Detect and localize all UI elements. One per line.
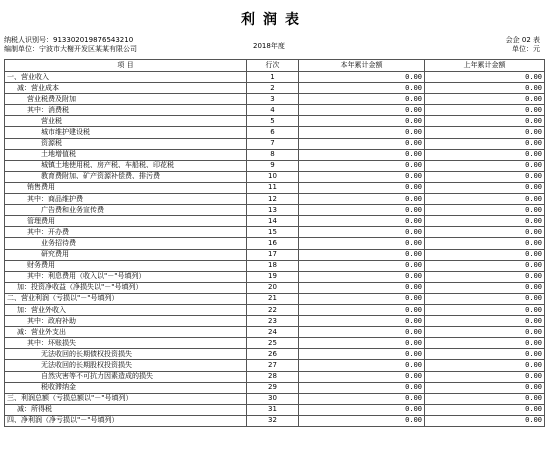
row-current-amount: 0.00 (299, 316, 425, 327)
table-row (5, 404, 545, 415)
table-row (5, 127, 545, 138)
table-row (5, 227, 545, 238)
row-current-amount: 0.00 (299, 227, 425, 238)
row-current-amount: 0.00 (299, 72, 425, 83)
row-line-no: 22 (247, 304, 299, 315)
row-prior-amount: 0.00 (425, 393, 545, 404)
header-item: 项 目 (5, 60, 247, 72)
row-current-amount: 0.00 (299, 160, 425, 171)
row-current-amount: 0.00 (299, 338, 425, 349)
row-prior-amount: 0.00 (425, 72, 545, 83)
report-title: 利润表 (241, 12, 307, 28)
row-current-amount: 0.00 (299, 282, 425, 293)
row-current-amount: 0.00 (299, 116, 425, 127)
row-current-amount: 0.00 (299, 360, 425, 371)
row-current-amount: 0.00 (299, 182, 425, 193)
table-row (5, 116, 545, 127)
row-line-no: 1 (247, 72, 299, 83)
table-row (5, 205, 545, 216)
row-prior-amount: 0.00 (425, 149, 545, 160)
table-row (5, 293, 545, 304)
table-row (5, 171, 545, 182)
table-row (5, 249, 545, 260)
taxpayer-id: 纳税人识别号：913302019876543210 (4, 36, 134, 44)
table-row (5, 371, 545, 382)
row-label: 其中：开办费 (5, 227, 247, 238)
row-prior-amount: 0.00 (425, 238, 545, 249)
row-line-no: 6 (247, 127, 299, 138)
row-label: 其中：消费税 (5, 105, 247, 116)
row-line-no: 19 (247, 271, 299, 282)
row-prior-amount: 0.00 (425, 327, 545, 338)
row-label: 减：所得税 (5, 404, 247, 415)
row-current-amount: 0.00 (299, 371, 425, 382)
table-row (5, 194, 545, 205)
row-label: 其中：商品维护费 (5, 194, 247, 205)
row-prior-amount: 0.00 (425, 304, 545, 315)
table-row (5, 327, 545, 338)
row-current-amount: 0.00 (299, 127, 425, 138)
row-current-amount: 0.00 (299, 94, 425, 105)
row-current-amount: 0.00 (299, 304, 425, 315)
row-prior-amount: 0.00 (425, 105, 545, 116)
table-row (5, 182, 545, 193)
row-current-amount: 0.00 (299, 260, 425, 271)
table-row (5, 338, 545, 349)
row-label: 加：营业外收入 (5, 304, 247, 315)
row-prior-amount: 0.00 (425, 404, 545, 415)
company-name: 编制单位：宁波市大榭开发区某某有限公司 (4, 45, 137, 53)
row-current-amount: 0.00 (299, 105, 425, 116)
row-line-no: 11 (247, 182, 299, 193)
row-prior-amount: 0.00 (425, 415, 545, 426)
table-row (5, 105, 545, 116)
row-line-no: 28 (247, 371, 299, 382)
row-line-no: 32 (247, 415, 299, 426)
table-row (5, 72, 545, 83)
row-current-amount: 0.00 (299, 382, 425, 393)
row-line-no: 27 (247, 360, 299, 371)
row-prior-amount: 0.00 (425, 349, 545, 360)
row-line-no: 21 (247, 293, 299, 304)
row-prior-amount: 0.00 (425, 138, 545, 149)
row-line-no: 4 (247, 105, 299, 116)
row-line-no: 5 (247, 116, 299, 127)
row-current-amount: 0.00 (299, 138, 425, 149)
table-header-row (5, 60, 545, 72)
income-statement-table (4, 59, 545, 427)
row-prior-amount: 0.00 (425, 83, 545, 94)
row-label: 四、净利润（净亏损以"－"号填列） (5, 415, 247, 426)
row-label: 广告费和业务宣传费 (5, 205, 247, 216)
row-label: 税收滞纳金 (5, 382, 247, 393)
row-prior-amount: 0.00 (425, 260, 545, 271)
row-current-amount: 0.00 (299, 271, 425, 282)
row-current-amount: 0.00 (299, 83, 425, 94)
row-label: 无法收回的长期股权投资损失 (5, 360, 247, 371)
row-label: 加：投资净收益（净损失以"－"号填列） (5, 282, 247, 293)
table-row (5, 94, 545, 105)
row-current-amount: 0.00 (299, 216, 425, 227)
table-row (5, 216, 545, 227)
row-label: 研究费用 (5, 249, 247, 260)
table-row (5, 393, 545, 404)
row-label: 资源税 (5, 138, 247, 149)
table-row (5, 260, 545, 271)
row-label: 其中：利息费用（收入以"－"号填列） (5, 271, 247, 282)
header-line-no: 行次 (247, 60, 299, 72)
row-label: 其中：政府补助 (5, 316, 247, 327)
table-row (5, 271, 545, 282)
row-label: 营业税 (5, 116, 247, 127)
header-prior-year: 上年累计金额 (425, 60, 545, 72)
table-row (5, 415, 545, 426)
row-prior-amount: 0.00 (425, 94, 545, 105)
row-label: 财务费用 (5, 260, 247, 271)
row-current-amount: 0.00 (299, 415, 425, 426)
row-label: 减：营业外支出 (5, 327, 247, 338)
row-prior-amount: 0.00 (425, 182, 545, 193)
table-row (5, 149, 545, 160)
row-line-no: 8 (247, 149, 299, 160)
row-current-amount: 0.00 (299, 404, 425, 415)
row-label: 减：营业成本 (5, 83, 247, 94)
row-current-amount: 0.00 (299, 327, 425, 338)
table-row (5, 349, 545, 360)
row-label: 教育费附加、矿产资源补偿费、排污费 (5, 171, 247, 182)
row-line-no: 12 (247, 194, 299, 205)
row-current-amount: 0.00 (299, 349, 425, 360)
row-prior-amount: 0.00 (425, 171, 545, 182)
row-label: 管理费用 (5, 216, 247, 227)
row-line-no: 29 (247, 382, 299, 393)
row-prior-amount: 0.00 (425, 271, 545, 282)
row-prior-amount: 0.00 (425, 205, 545, 216)
row-current-amount: 0.00 (299, 194, 425, 205)
form-code: 会企 02 表 (505, 36, 540, 44)
row-line-no: 25 (247, 338, 299, 349)
row-current-amount: 0.00 (299, 293, 425, 304)
row-prior-amount: 0.00 (425, 360, 545, 371)
row-label: 销售费用 (5, 182, 247, 193)
row-prior-amount: 0.00 (425, 127, 545, 138)
row-prior-amount: 0.00 (425, 282, 545, 293)
row-prior-amount: 0.00 (425, 227, 545, 238)
row-label: 土地增值税 (5, 149, 247, 160)
row-prior-amount: 0.00 (425, 293, 545, 304)
row-label: 无法收回的长期债权投资损失 (5, 349, 247, 360)
row-line-no: 15 (247, 227, 299, 238)
row-line-no: 23 (247, 316, 299, 327)
row-line-no: 9 (247, 160, 299, 171)
table-row (5, 83, 545, 94)
report-year: 2018年度 (253, 42, 285, 50)
row-line-no: 13 (247, 205, 299, 216)
row-line-no: 2 (247, 83, 299, 94)
currency-unit: 单位：元 (512, 45, 540, 53)
row-line-no: 10 (247, 171, 299, 182)
row-current-amount: 0.00 (299, 238, 425, 249)
row-prior-amount: 0.00 (425, 371, 545, 382)
table-row (5, 316, 545, 327)
table-row (5, 160, 545, 171)
row-line-no: 20 (247, 282, 299, 293)
header-current-year: 本年累计金额 (299, 60, 425, 72)
row-label: 城镇土地使用税、房产税、车船税、印花税 (5, 160, 247, 171)
row-line-no: 18 (247, 260, 299, 271)
row-line-no: 30 (247, 393, 299, 404)
row-line-no: 26 (247, 349, 299, 360)
row-line-no: 31 (247, 404, 299, 415)
row-label: 城市维护建设税 (5, 127, 247, 138)
row-label: 业务招待费 (5, 238, 247, 249)
row-label: 一、营业收入 (5, 72, 247, 83)
row-prior-amount: 0.00 (425, 216, 545, 227)
row-line-no: 7 (247, 138, 299, 149)
row-current-amount: 0.00 (299, 171, 425, 182)
row-prior-amount: 0.00 (425, 116, 545, 127)
row-prior-amount: 0.00 (425, 382, 545, 393)
row-prior-amount: 0.00 (425, 316, 545, 327)
row-label: 其中：坏账损失 (5, 338, 247, 349)
table-row (5, 382, 545, 393)
row-prior-amount: 0.00 (425, 160, 545, 171)
row-label: 二、营业利润（亏损以"－"号填列） (5, 293, 247, 304)
table-row (5, 360, 545, 371)
row-prior-amount: 0.00 (425, 194, 545, 205)
row-label: 自然灾害等不可抗力因素造成的损失 (5, 371, 247, 382)
row-label: 三、利润总额（亏损总额以"－"号填列） (5, 393, 247, 404)
row-line-no: 3 (247, 94, 299, 105)
row-line-no: 24 (247, 327, 299, 338)
table-row (5, 138, 545, 149)
row-prior-amount: 0.00 (425, 338, 545, 349)
row-current-amount: 0.00 (299, 149, 425, 160)
row-line-no: 17 (247, 249, 299, 260)
row-current-amount: 0.00 (299, 205, 425, 216)
row-current-amount: 0.00 (299, 393, 425, 404)
row-current-amount: 0.00 (299, 249, 425, 260)
row-prior-amount: 0.00 (425, 249, 545, 260)
row-line-no: 16 (247, 238, 299, 249)
table-body (5, 72, 545, 427)
table-row (5, 238, 545, 249)
table-row (5, 282, 545, 293)
row-label: 营业税费及附加 (5, 94, 247, 105)
table-row (5, 304, 545, 315)
row-line-no: 14 (247, 216, 299, 227)
